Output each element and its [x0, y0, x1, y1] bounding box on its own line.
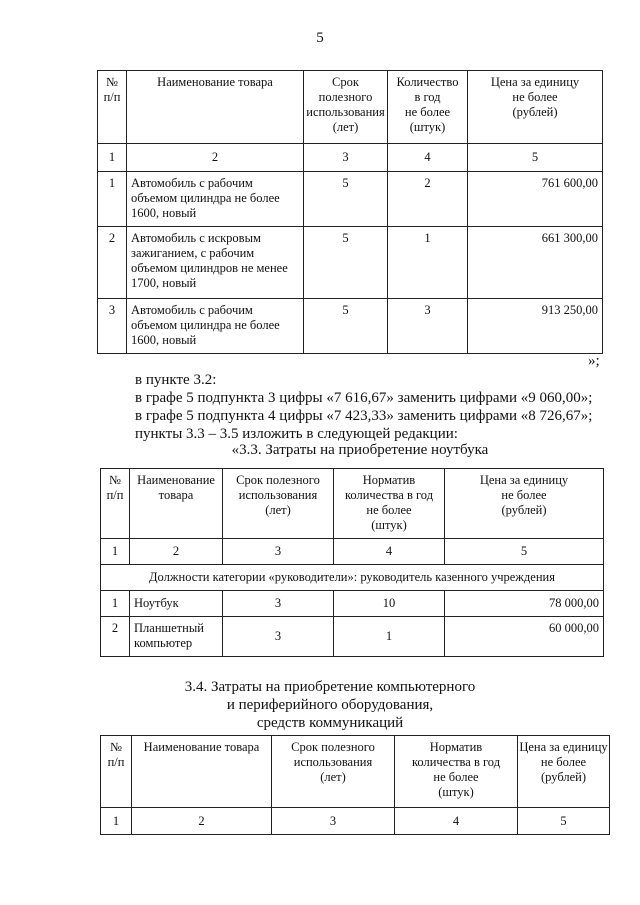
category-row: Должности категории «руководители»: руководитель казенного учреждения [101, 565, 604, 591]
row-num: 3 [98, 299, 127, 354]
col-number: 5 [445, 539, 604, 565]
row-price: 78 000,00 [445, 591, 604, 617]
header-qty: Норматив количества в год не более (штук) [395, 736, 518, 808]
row-term: 5 [304, 299, 388, 354]
table-row [101, 617, 604, 657]
header-name: Наименование товара [132, 736, 272, 808]
header-price: Цена за единицу не более (рублей) [445, 469, 604, 539]
header-term: Срок полезного использования (лет) [272, 736, 395, 808]
text-line-3: в графе 5 подпункта 4 цифры «7 423,33» заменить цифрами «8 726,67»; [135, 408, 593, 424]
row-term: 5 [304, 227, 388, 299]
col-number: 3 [304, 144, 388, 172]
row-term: 3 [223, 617, 334, 657]
header-price: Цена за единицу не более (рублей) [468, 71, 603, 144]
header-qty: Количество в год не более (штук) [388, 71, 468, 144]
col-number: 4 [388, 144, 468, 172]
table-computers [100, 735, 610, 835]
row-qty: 1 [334, 617, 445, 657]
text-line-4: пункты 3.3 – 3.5 изложить в следующей редакции: [135, 426, 458, 442]
col-number: 5 [518, 808, 610, 835]
row-name: Автомобиль с рабочим объемом цилиндра не более 1600, новый [127, 299, 304, 354]
row-num: 1 [98, 172, 127, 227]
table-laptops [100, 468, 604, 657]
row-qty: 3 [388, 299, 468, 354]
row-qty: 1 [388, 227, 468, 299]
row-price: 661 300,00 [468, 227, 603, 299]
row-qty: 2 [388, 172, 468, 227]
col-number: 1 [98, 144, 127, 172]
row-num: 2 [98, 227, 127, 299]
row-name: Автомобиль с искровым зажиганием, с рабочим объемом цилиндров не менее 1700, новый [127, 227, 304, 299]
page-number: 5 [316, 30, 324, 46]
header-qty: Норматив количества в год не более (штук) [334, 469, 445, 539]
section-3-3-title: «3.3. Затраты на приобретение ноутбука [231, 442, 489, 458]
row-name: Автомобиль с рабочим объемом цилиндра не более 1600, новый [127, 172, 304, 227]
col-number: 1 [101, 808, 132, 835]
row-price: 761 600,00 [468, 172, 603, 227]
col-number: 1 [101, 539, 130, 565]
header-num: № п/п [101, 736, 132, 808]
row-num: 2 [101, 617, 130, 657]
section-3-4-title: 3.4. Затраты на приобретение компьютерного и периферийного оборудования, средств коммуникаций [184, 679, 476, 731]
header-name: Наименование товара [127, 71, 304, 144]
closing-quote: »; [588, 353, 600, 369]
col-number: 5 [468, 144, 603, 172]
col-number: 2 [127, 144, 304, 172]
col-number: 4 [395, 808, 518, 835]
header-term: Срок полезного использования (лет) [304, 71, 388, 144]
row-term: 5 [304, 172, 388, 227]
row-num: 1 [101, 591, 130, 617]
row-price: 913 250,00 [468, 299, 603, 354]
col-number: 3 [272, 808, 395, 835]
table-row [98, 299, 603, 354]
header-term: Срок полезного использования (лет) [223, 469, 334, 539]
col-number: 4 [334, 539, 445, 565]
text-line-2: в графе 5 подпункта 3 цифры «7 616,67» заменить цифрами «9 060,00»; [135, 390, 593, 406]
col-number: 2 [132, 808, 272, 835]
col-number: 3 [223, 539, 334, 565]
table-row [98, 227, 603, 299]
row-name: Ноутбук [130, 591, 223, 617]
row-price: 60 000,00 [445, 617, 604, 657]
table-vehicles [97, 70, 603, 354]
header-name: Наименование товара [130, 469, 223, 539]
header-num: № п/п [101, 469, 130, 539]
col-number: 2 [130, 539, 223, 565]
header-num: № п/п [98, 71, 127, 144]
row-term: 3 [223, 591, 334, 617]
row-name: Планшетный компьютер [130, 617, 223, 657]
table-row [98, 172, 603, 227]
header-price: Цена за единицу не более (рублей) [518, 736, 610, 808]
table-row [101, 591, 604, 617]
text-line-1: в пункте 3.2: [135, 372, 217, 388]
row-qty: 10 [334, 591, 445, 617]
